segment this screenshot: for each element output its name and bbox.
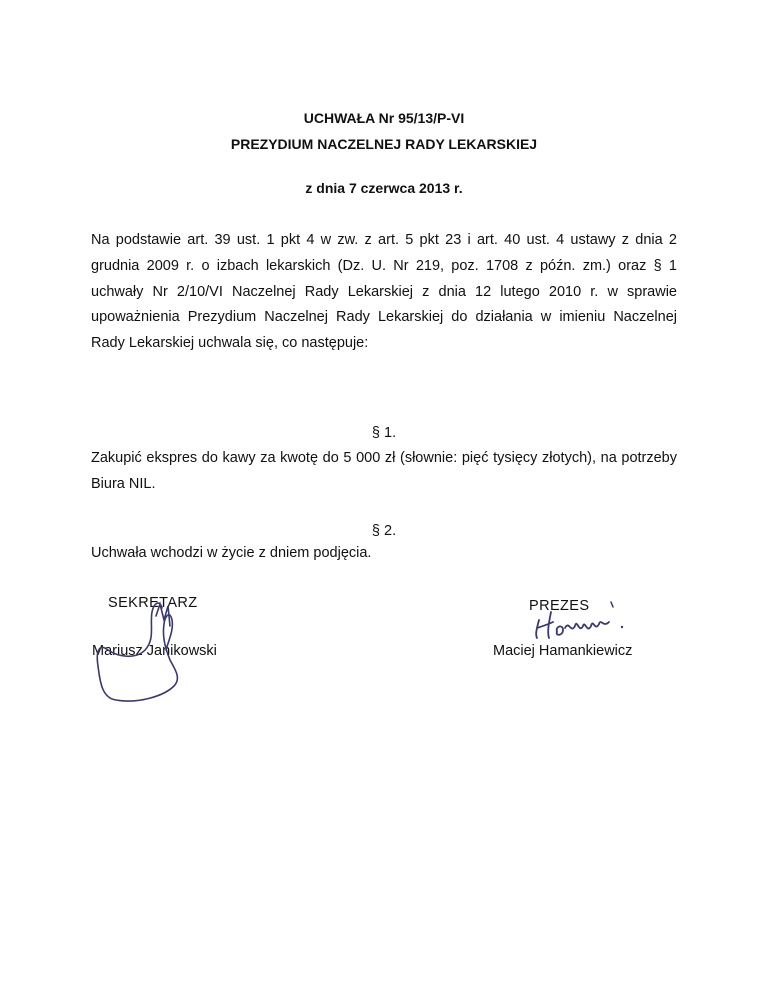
president-name: Maciej Hamankiewicz	[493, 643, 633, 659]
preamble-paragraph: Na podstawie art. 39 ust. 1 pkt 4 w zw. z art. 5 pkt 23 i art. 40 ust. 4 ustawy z dnia 2 grudnia 2009 r. o izbach lekarskich (Dz. U. Nr 219, poz. 1708 z późn. zm.) oraz § 1 uchwały Nr 2/10/VI Naczelnej Rady Lekarskiej z dnia 12 lutego 2010 r. w sprawie upoważnienia Prezydium Naczelnej Rady Lekarskiej do działania w imieniu Naczelnej Rady Lekarskiej uchwala się, co następuje:	[91, 232, 677, 352]
president-signature-icon	[525, 598, 645, 643]
resolution-number: UCHWAŁA Nr 95/13/P-VI	[303, 110, 465, 126]
section-1-mark: § 1.	[371, 425, 397, 441]
section-2-mark: § 2.	[371, 523, 397, 539]
secretary-role-label: SEKRETARZ	[108, 595, 198, 611]
secretary-name: Mariusz Janikowski	[92, 643, 217, 659]
section-1-text: Zakupić ekspres do kawy za kwotę do 5 000 zł (słownie: pięć tysięcy złotych), na potrzeby Biura NIL.	[91, 450, 677, 492]
president-role-label: PREZES	[529, 598, 590, 614]
secretary-signature-icon	[90, 590, 230, 710]
issuing-body: PREZYDIUM NACZELNEJ RADY LEKARSKIEJ	[230, 136, 538, 152]
section-2-text: Uchwała wchodzi w życie z dniem podjęcia.	[91, 545, 372, 561]
resolution-date: z dnia 7 czerwca 2013 r.	[305, 180, 463, 196]
